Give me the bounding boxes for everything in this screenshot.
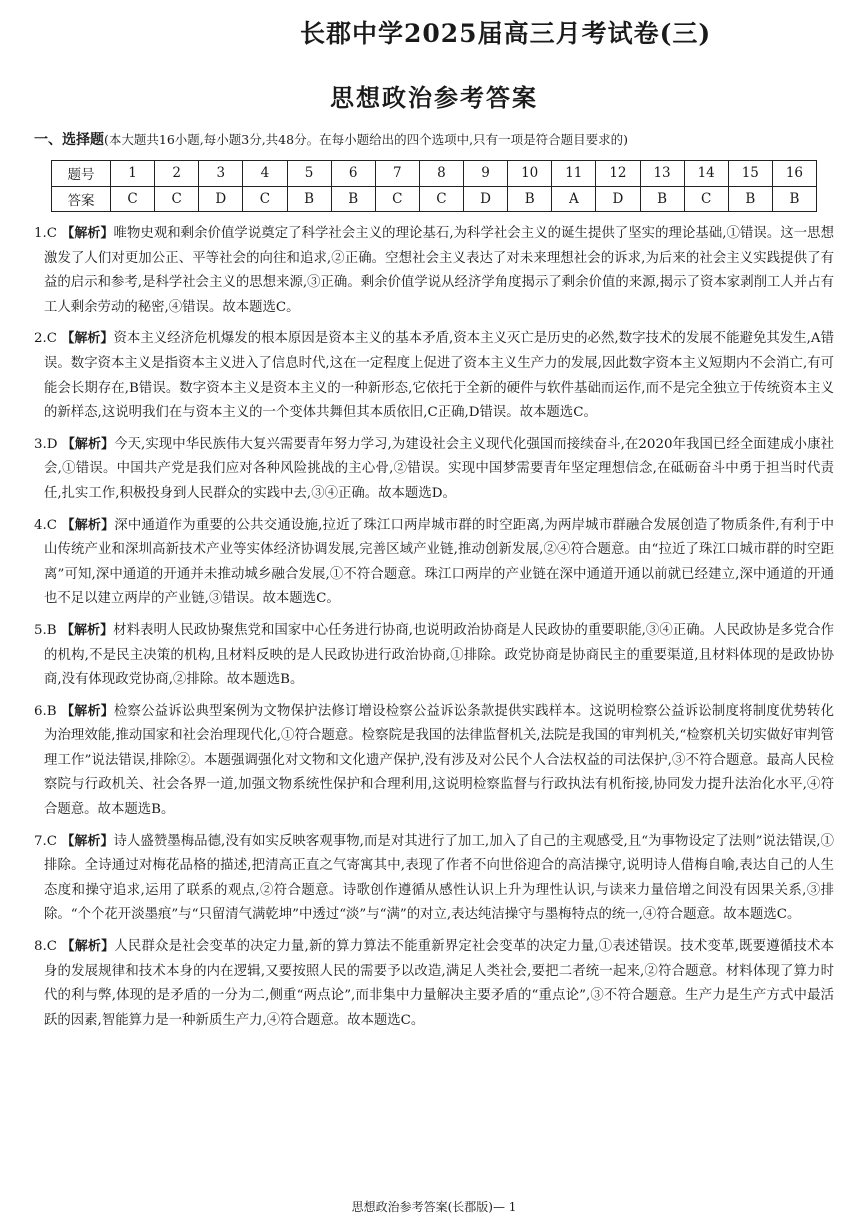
item-text: 资本主义经济危机爆发的根本原因是资本主义的基本矛盾,资本主义灭亡是历史的必然,数字技术的发展不能避免其发生,A错误。数字资本主义是指资本主义进入了信息时代,这在一定程度上促进了资本主义生产力的发展,因此数字资本主义短期内不会消亡,有可能会长期存在,B错误。数字资本主义是资本主义的一种新形态,它依托于全新的硬件与软件基础而运作,而不是完全独立于传统资本主义的新样态,这说明我们在与资本主义的一个变体共舞但其本质依旧,C正确,D错误。故本题选C。 <box>44 331 834 421</box>
analysis-tag: 【解析】 <box>61 517 115 533</box>
question-number: 15 <box>728 161 772 187</box>
school-title: 长郡中学2025届高三月考试卷(三) <box>300 19 712 48</box>
question-number: 5 <box>287 161 331 187</box>
explanation-item <box>34 433 834 507</box>
analysis-tag: 【解析】 <box>61 331 114 347</box>
item-number: 4.C <box>34 517 58 533</box>
answer-cell: B <box>640 186 684 212</box>
question-number: 12 <box>596 161 640 187</box>
analysis-tag: 【解析】 <box>61 939 115 955</box>
question-number-row <box>52 161 817 187</box>
answer-cell: D <box>199 186 243 212</box>
answer-cell: B <box>331 186 375 212</box>
row-label-answer: 答案 <box>52 186 111 212</box>
answer-cell: C <box>155 186 199 212</box>
section-heading <box>34 129 854 149</box>
item-text: 检察公益诉讼典型案例为文物保护法修订增设检察公益诉讼条款提供实践样本。这说明检察公益诉讼制度将制度优势转化为治理效能,推动国家和社会治理现代化,①符合题意。检察院是我国的法律监督机关,法院是我国的审判机关,“检察机关切实做好审判管理工作”说法错误,排除②。本题强调强化对文物和文化遗产保护,没有涉及对公民个人合法权益的司法保护,③不符合题意。最高人民检察院与行政机关、社会各界一道,加强文物系统性保护和合理利用,这说明检察监督与行政执法有机衔接,协同发力提升法治化水平,④符合题意。故本题选B。 <box>44 703 834 818</box>
question-number: 6 <box>331 161 375 187</box>
explanation-item <box>34 619 834 693</box>
question-number: 1 <box>111 161 155 187</box>
answer-cell: C <box>419 186 463 212</box>
page-title: 思想政治参考答案 <box>330 83 538 112</box>
item-text: 唯物史观和剩余价值学说奠定了科学社会主义的理论基石,为科学社会主义的诞生提供了坚实的理论基础,①错误。这一思想激发了人们对更加公正、平等社会的向往和追求,②正确。空想社会主义表达了对未来理想社会的诉求,为后来的社会主义实践提供了有益的启示和参考,是科学社会主义的思想来源,③正确。剩余价值学说从经济学角度揭示了剩余价值的来源,揭示了资本家剥削工人并占有工人剩余劳动的秘密,④错误。故本题选C。 <box>44 226 834 315</box>
item-number: 6.B <box>34 703 57 719</box>
analysis-tag: 【解析】 <box>61 226 114 241</box>
explanation-item <box>34 514 834 612</box>
item-number: 5.B <box>34 622 57 638</box>
answer-cell: D <box>464 186 508 212</box>
question-number: 9 <box>464 161 508 187</box>
question-number: 7 <box>375 161 419 187</box>
item-text: 今天,实现中华民族伟大复兴需要青年努力学习,为建设社会主义现代化强国而接续奋斗,在2020年我国已经全面建成小康社会,①错误。中国共产党是我们应对各种风险挑战的主心骨,②错误。实现中国梦需要青年坚定理想信念,在砥砺奋斗中勇于担当时代责任,扎实工作,积极投身到人民群众的实践中去,③④正确。故本题选D。 <box>44 436 834 501</box>
analysis-tag: 【解析】 <box>61 436 115 452</box>
item-number: 8.C <box>34 939 58 955</box>
question-number: 8 <box>419 161 463 187</box>
answer-row <box>52 186 817 212</box>
question-number: 13 <box>640 161 684 187</box>
item-text: 人民群众是社会变革的决定力量,新的算力算法不能重新界定社会变革的决定力量,①表述错误。技术变革,既要遵循技术本身的发展规律和技术本身的内在逻辑,又要按照人民的需要予以改造,满足人类社会,要把二者统一起来,②符合题意。材料体现了算力时代的利与弊,体现的是矛盾的一分为二,侧重“两点论”,而非集中力量解决主要矛盾的“重点论”,③不符合题意。生产力是生产方式中最活跃的因素,智能算力是一种新质生产力,④符合题意。故本题选C。 <box>44 939 835 1028</box>
explanation-item <box>34 830 834 928</box>
analysis-tag: 【解析】 <box>61 703 114 719</box>
question-number: 3 <box>199 161 243 187</box>
answer-cell: D <box>596 186 640 212</box>
answer-cell: C <box>375 186 419 212</box>
answer-cell: B <box>287 186 331 212</box>
explanation-item <box>34 327 834 425</box>
analysis-tag: 【解析】 <box>60 622 114 638</box>
answer-cell: B <box>728 186 772 212</box>
row-label-number: 题号 <box>52 161 111 187</box>
item-number: 1.C <box>34 226 58 241</box>
explanation-item <box>34 935 834 1033</box>
question-number: 4 <box>243 161 287 187</box>
question-number: 16 <box>772 161 816 187</box>
item-number: 7.C <box>34 833 58 849</box>
question-number: 2 <box>155 161 199 187</box>
answer-cell: C <box>243 186 287 212</box>
item-text: 材料表明人民政协聚焦党和国家中心任务进行协商,也说明政治协商是人民政协的重要职能,③④正确。人民政协是多党合作的机构,不是民主决策的机构,且材料反映的是人民政协进行政治协商,①排除。政党协商是协商民主的重要渠道,且材料体现的是政协协商,没有体现政党协商,②排除。故本题选B。 <box>44 622 834 688</box>
answer-cell: B <box>772 186 816 212</box>
answer-table <box>51 160 817 212</box>
explanation-item <box>34 222 834 320</box>
section-description: (本大题共16小题,每小题3分,共48分。在每小题给出的四个选项中,只有一项是符合题目要求的) <box>104 132 628 147</box>
analysis-tag: 【解析】 <box>61 833 114 849</box>
item-number: 2.C <box>34 331 58 347</box>
answer-cell: C <box>684 186 728 212</box>
question-number: 14 <box>684 161 728 187</box>
question-number: 10 <box>508 161 552 187</box>
item-number: 3.D <box>34 436 58 452</box>
item-text: 深中通道作为重要的公共交通设施,拉近了珠江口两岸城市群的时空距离,为两岸城市群融合发展创造了物质条件,有利于中山传统产业和深圳高新技术产业等实体经济协调发展,完善区域产业链,推动创新发展,②④符合题意。由“拉近了珠江口城市群的时空距离”可知,深中通道的开通并未推动城乡融合发展,①不符合题意。珠江口两岸的产业链在深中通道开通以前就已经建立,深中通道的开通也不足以建立两岸的产业链,③错误。故本题选C。 <box>44 517 835 607</box>
explanation-item <box>34 700 834 823</box>
question-number: 11 <box>552 161 596 187</box>
explanations <box>34 222 834 1040</box>
answer-cell: B <box>508 186 552 212</box>
item-text: 诗人盛赞墨梅品德,没有如实反映客观事物,而是对其进行了加工,加入了自己的主观感受,且“为事物设定了法则”说法错误,①排除。全诗通过对梅花品格的描述,把清高正直之气寄寓其中,表现了作者不向世俗迎合的高洁操守,说明诗人借梅自喻,表达自己的人生态度和操守追求,运用了联系的观点,②符合题意。诗歌创作遵循从感性认识上升为理性认识,与读来力量倍增之间没有因果关系,③排除。“个个花开淡墨痕”与“只留清气满乾坤”中透过“淡”与“满”的对立,表达纯洁操守与墨梅特点的统一,④符合题意。故本题选C。 <box>44 833 834 923</box>
section-title: 一、选择题 <box>34 132 104 148</box>
answer-cell: C <box>111 186 155 212</box>
answer-cell: A <box>552 186 596 212</box>
page-footer: 思想政治参考答案(长郡版)— 1 <box>351 1200 517 1214</box>
